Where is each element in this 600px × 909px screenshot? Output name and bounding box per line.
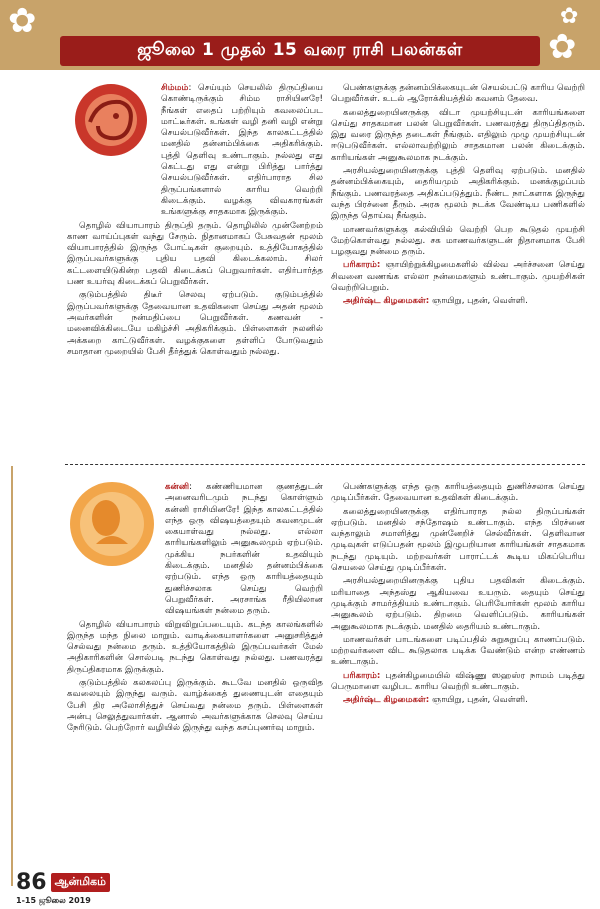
virgo-arts: கலைத்துறையினருக்கு எதிர்பாராத நல்ல திருப்பங்கள் ஏற்படும். மனதில் சந்தோஷம் உண்டாகும். எந்த பிரச்னை வந்தாலும் சமாளித்து முன்னேறிச் செல்வீர்கள். தெளிவான முடிவுகள் எடுப்பதன் மூலம் இழுபறியான காரியங்கள் சாதகமாக நடந்து முடியும். மற்றவர்கள் பாராட்டக் கூடிய மிகப்பெரிய செயலை செய்து முடிப்பீர்கள். — [331, 506, 585, 574]
sign-name-leo: சிம்மம் — [161, 83, 189, 93]
leo-business: தொழில் வியாபாரம் திருப்தி தரும். தொழிலில் முன்னேற்றம் காண வாய்ப்புகள் வந்து சேரும். நிதானமாகப் பேசுவதன் மூலம் வியாபாரத்தில் இருந்த போட்டிகள் குறையும். உத்தியோகத்தில் இருப்பவர்களுக்கு புதிய பதவி கிடைக்கலாம். சிலர் கட்டளையிடுகின்ற பதவி கிடைக்கப் பெறுவார்கள். எதிர்பார்த்த பண உயர்வு கிடைக்கப் பெறுவீர்கள். — [67, 220, 323, 288]
flower-icon: ✿ — [560, 4, 579, 29]
virgo-column-left — [67, 482, 323, 882]
virgo-family: குடும்பத்தில் கலகலப்பு இருக்கும். கூடவே மனதில் ஒருவித கவலையும் இருந்து வரும். வாழ்க்கைத் துணையுடன் எதையும் பேசி திர அலோசித்துச் செய்வது நன்மை தரும். பிள்ளைகள் அன்பு செலுத்துவார்கள். ஆனால் அவர்களுக்காக செலவு செய்ய நேரிடும். பெற்றோர் வழியில் இருந்து வந்த கசப்புணர்வு மாறும். — [67, 678, 323, 734]
virgo-business: தொழில் வியாபாரம் விறுவிறுப்படையும். கடந்த காலங்களில் இருந்த மந்த நிலை மாறும். வாடிக்கையாளர்களை அனுசரித்துச் செல்வது நன்மை தரும். உத்தியோகத்தில் இருப்பவர்கள் மேல் அதிகாரிகளின் சொல்படி நடந்து கொள்வது நல்லது. பணவரத்து திருப்திகரமாக இருக்கும். — [67, 619, 323, 675]
virgo-intro: : கண்ணியமான குணத்துடன் அனைவரிடமும் நடந்து கொள்ளும் கன்னி ராசியினரே! இந்த காலகட்டத்தில் எந்த ஒரு விஷயத்தையும் கவனமுடன் கையாள்வது நல்லது. எல்லா காரியங்களிலும் அனுகூலமும் ஏற்படும். முக்கிய நபர்களின் உதவியும் கிடைக்கும். மனதில் தன்னம்பிக்கை ஏற்படும். எந்த ஒரு காரியத்தையும் துணிச்சலாக செய்து வெற்றி பெறுவீர்கள். அரசாங்க ரீதியிலான விஷயங்கள் நன்மை தரும். — [165, 482, 323, 617]
leo-column-left — [67, 83, 323, 461]
margin-line — [11, 466, 13, 886]
issue-date: 1-15 ஜூலை 2019 — [16, 896, 91, 905]
remedy-label: பரிகாரம்: — [343, 670, 381, 681]
leo-politics: அரசியல்துறையினருக்கு புத்தி தெளிவு ஏற்படும். மனதில் தன்னம்பிக்கையும், தைரியமும் அதிகரிக்கும். மனக்குழப்பம் நீங்கும். பணவரத்தை அதிகப்படுத்தும். நீண்ட நாட்களாக இருந்து வந்த பிரச்னை தீரும். அரசு மூலம் நடக்க வேண்டிய பணிகளில் இருந்த தொய்வு நீங்கும். — [331, 166, 585, 222]
virgo-politics: அரசியல்துறையினருக்கு புதிய பதவிகள் கிடைக்கும். மரியாதை அந்தஸ்து ஆகியவை உயரும். தையும் செய்து முடிக்கும் சாமர்த்தியம் உண்டாகும். பெரியோர்கள் மூலம் காரிய அனுகூலம் ஏற்படும். திறமை வெளிப்படும். காரியங்கள் அனுகூலமாக நடக்கும். மனதில் தைரியம் உண்டாகும். — [331, 576, 585, 632]
leo-students: மாணவர்களுக்கு கல்வியில் வெற்றி பெற கூடுதல் முயற்சி மேற்கொள்வது நல்லது. சக மாணவர்களுடன் நிதானமாக பேசி பழகுவது நன்மை தரும். — [331, 224, 585, 258]
flower-icon: ✿ — [548, 27, 577, 67]
lucky-days-label: அதிர்ஷ்ட கிழமைகள்: — [343, 296, 430, 307]
leo-remedy: ஞாயிற்றுக்கிழமைகளில் வில்வ அர்ச்சனை செய்து சிவனை வணங்க எல்லா நன்மைகளும் உண்டாகும். முயற்சிகள் வெற்றிபெறும். — [331, 260, 585, 294]
virgo-lucky-days: ஞாயிறு, புதன், வெள்ளி. — [431, 695, 528, 706]
page-number: 86 — [16, 869, 47, 895]
virgo-column-right — [331, 482, 585, 882]
leo-women: பெண்களுக்கு தன்னம்பிக்கையுடன் செயல்பட்டு காரிய வெற்றி பெறுவீர்கள். உடல் ஆரோக்கியத்தில் கவனம் தேவை. — [331, 83, 585, 105]
leo-intro: : செய்யும் செயலில் திருப்தியை கொண்டிருக்கும் சிம்ம ராசியினரே! நீங்கள் எதைப் பற்றியும் கவலைப்பட மாட்டீர்கள். உங்கள் வழி தனி வழி என்று செயல்படுவீர்கள். இந்த காலகட்டத்தில் மனதில் தன்னம்பிக்கை அதிகரிக்கும். புத்தி தெளிவு உண்டாகும். நல்லது எது கெட்டது எது என்று பிரித்து பார்த்து செயல்படுவீர்கள். எதிர்பாராத சில திருப்பங்களால் காரிய வெற்றி கிடைக்கும். வழக்கு விவகாரங்கள் உங்களுக்கு சாதகமாக இருக்கும். — [161, 83, 323, 218]
flower-icon: ✿ — [8, 1, 37, 41]
leo-arts: கலைத்துறையினருக்கு விடா முயற்சியுடன் காரியங்களை செய்து சாதகமான பலன் பெறுவீர்கள். பணவரத்து திருப்திதரும். இது வரை இருந்த தடைகள் நீங்கும். எதிலும் முழு முயற்சியுடன் ஈடுபடுவீர்கள். எல்லாவற்றிலும் சாதகமான பலன் கிடைக்கும். காரியங்கள் அனுகூலமாக நடக்கும். — [331, 107, 585, 163]
sign-name-virgo: கன்னி — [165, 482, 190, 492]
page-footer — [16, 870, 110, 894]
leo-lucky-days: ஞாயிறு, புதன், வெள்ளி. — [431, 296, 528, 307]
virgo-remedy: புதன்கிழமையில் விஷ்ணு ஸஹஸ்ர நாமம் படித்து பெருமாளை வழிபட காரிய வெற்றி உண்டாகும். — [331, 670, 585, 693]
magazine-logo: ஆன்மிகம் — [51, 873, 110, 892]
section-divider — [65, 464, 585, 465]
leo-column-right — [331, 83, 585, 461]
page-title: ஜூலை 1 முதல் 15 வரை ராசி பலன்கள் — [137, 40, 463, 60]
lucky-days-label: அதிர்ஷ்ட கிழமைகள்: — [343, 695, 430, 706]
virgo-women: பெண்களுக்கு எந்த ஒரு காரியத்தையும் துணிச்சலாக செய்து முடிப்பீர்கள். தேவையான உதவிகள் கிடைக்கும். — [331, 482, 585, 504]
leo-family: குடும்பத்தில் திடீர் செலவு ஏற்படும். குடும்பத்தில் இருப்பவர்களுக்கு தேவையான உதவிகளை செய்து அதன் மூலம் அவர்களின் நன்மதிப்பை பெறுவீர்கள். கணவன் - மனைவிக்கிடையே மகிழ்ச்சி அதிகரிக்கும். பிள்ளைகள் நலனில் அக்கறை காட்டுவீர்கள். வழக்குகளை தள்ளிப் போடுவதும் சமாதான முறையில் பேசி தீர்த்துக் கொள்வதும் நல்லது. — [67, 290, 323, 357]
virgo-students: மாணவர்கள் பாடங்களை படிப்பதில் சுறுசுறுப்பு காணப்படும். மற்றவர்களை விட கூடுதலாக படிக்க வேண்டும் என்ற எண்ணம் உண்டாகும். — [331, 634, 585, 668]
title-bar — [60, 36, 540, 66]
remedy-label: பரிகாரம்: — [343, 260, 381, 271]
